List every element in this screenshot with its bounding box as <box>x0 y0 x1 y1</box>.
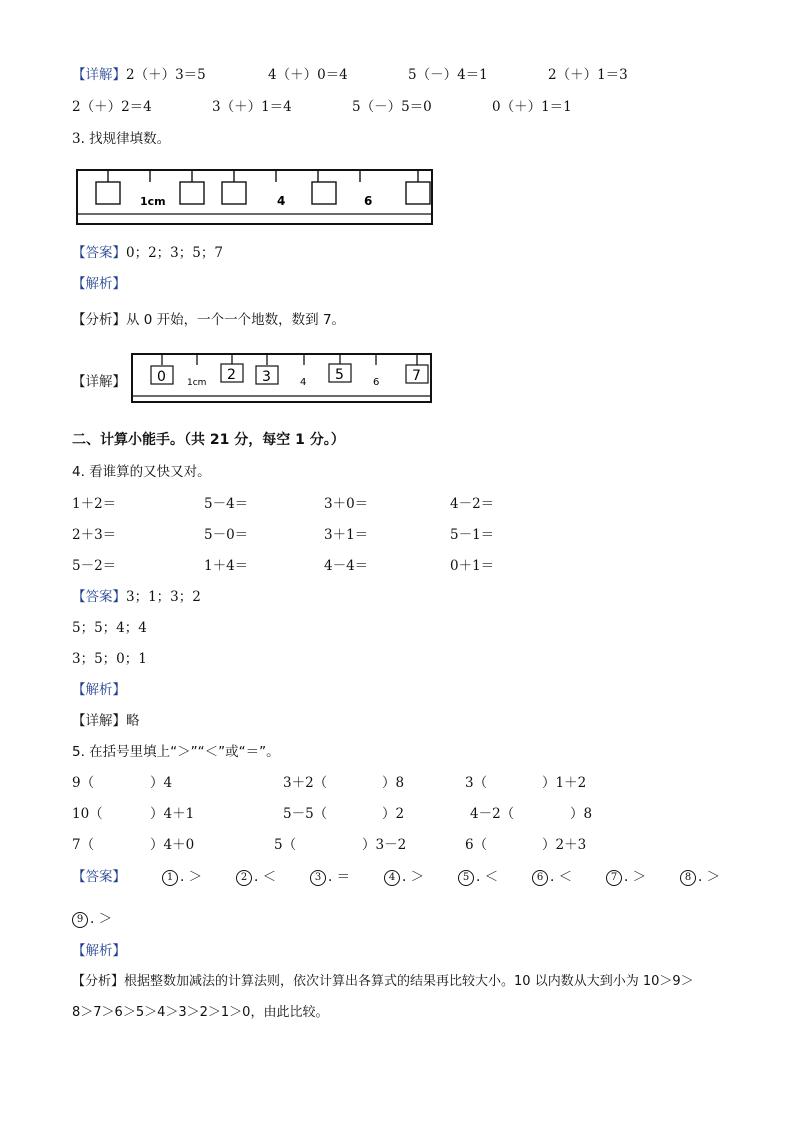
ruler-label: 6 <box>364 194 373 208</box>
q4-question: 4. 看谁算的又快又对。 <box>72 464 211 480</box>
filled-label: 0 <box>157 369 166 385</box>
q3-fenxi <box>72 310 345 330</box>
analysis-tag: 【解析】 <box>72 276 126 292</box>
q3-detail-tag <box>72 372 126 392</box>
equation: 2（＋）1＝3 <box>548 67 628 83</box>
comparison-right: ）2 <box>382 806 405 822</box>
answer-sign: ＜ <box>484 869 499 885</box>
comparison-right: ）1＋2 <box>542 775 587 791</box>
q5-fenxi-line2: 8＞7＞6＞5＞4＞3＞2＞1＞0，由此比较。 <box>72 1005 329 1020</box>
equation: 0（＋）1＝1 <box>492 99 572 115</box>
answer-item: 7 . ＞ <box>606 867 646 887</box>
ruler-frame <box>132 354 431 402</box>
equation: 4－2＝ <box>450 496 495 512</box>
comparison-right: ）4＋1 <box>150 806 195 822</box>
comparison-right: ）8 <box>570 806 593 822</box>
comparison-right: ）4 <box>150 775 173 791</box>
circled-number: 6 <box>532 870 548 886</box>
equation: 5－0＝ <box>204 527 249 543</box>
section-title: 二、计算小能手。（共 21 分，每空 1 分。） <box>72 432 345 448</box>
circled-number: 7 <box>606 870 622 886</box>
comparison-right: ）3－2 <box>362 837 407 853</box>
answer-box <box>312 182 336 204</box>
analysis-tag: 【解析】 <box>72 943 126 959</box>
q4-detail <box>72 711 140 731</box>
equation: 3＋0＝ <box>324 496 369 512</box>
comparison-left: 9（ <box>72 775 95 791</box>
filled-label: 7 <box>412 368 421 384</box>
answer-tag: 【答案】 <box>72 869 126 885</box>
equation: 5－4＝ <box>204 496 249 512</box>
answer-item: 8 . ＞ <box>680 867 720 887</box>
circled-number: 5 <box>458 870 474 886</box>
circled-number: 2 <box>236 870 252 886</box>
answer-line: 5；5；4；4 <box>72 620 147 636</box>
fenxi-tag: 【分析】 <box>72 312 126 328</box>
filled-label: 5 <box>335 367 344 383</box>
equation: 0＋1＝ <box>450 558 495 574</box>
equation: 4－4＝ <box>324 558 369 574</box>
comparison-right: ）2＋3 <box>542 837 587 853</box>
answer-item: 5 . ＜ <box>458 867 498 887</box>
answer-box <box>180 182 204 204</box>
comparison-left: 7（ <box>72 837 95 853</box>
q5-fenxi-line1 <box>72 972 694 992</box>
comparison-left: 6（ <box>465 837 488 853</box>
q4-analysis <box>72 680 126 700</box>
circled-number: 3 <box>310 870 326 886</box>
equation: 5－2＝ <box>72 558 117 574</box>
ruler-label: 1cm <box>140 195 166 208</box>
answer-item: 9 . ＞ <box>72 909 112 929</box>
q3-answer <box>72 243 223 263</box>
detail-tag: 【详解】 <box>72 67 126 83</box>
answer-line: 3；1；3；2 <box>126 589 201 605</box>
equation: 1＋2＝ <box>72 496 117 512</box>
answer-item: 1 . ＞ <box>162 867 202 887</box>
answer-sign: ＞ <box>706 869 721 885</box>
analysis-tag: 【解析】 <box>72 682 126 698</box>
circled-number: 9 <box>72 912 88 928</box>
equation: 5（－）5＝0 <box>352 99 432 115</box>
equation: 2（＋）3＝5 <box>126 67 206 83</box>
comparison-left: 5（ <box>274 837 297 853</box>
fenxi-text: 从 0 开始，一个一个地数，数到 7。 <box>126 312 346 328</box>
detail-tag: 【详解】 <box>72 374 126 390</box>
comparison-left: 10（ <box>72 806 103 822</box>
filled-label: 4 <box>300 377 307 388</box>
equation: 3（＋）1＝4 <box>212 99 292 115</box>
filled-label: 1cm <box>187 378 207 388</box>
answer-text: 0；2；3；5；7 <box>126 245 223 261</box>
equation: 5－1＝ <box>450 527 495 543</box>
answer-box <box>406 182 430 204</box>
q3-analysis-tag <box>72 274 126 294</box>
answer-sign: ＝ <box>336 869 351 885</box>
equation: 1＋4＝ <box>204 558 249 574</box>
answer-item: 4 . ＞ <box>384 867 424 887</box>
equation: 4（＋）0＝4 <box>268 67 348 83</box>
filled-ruler-figure <box>131 352 433 404</box>
comparison-left: 3＋2（ <box>283 775 328 791</box>
filled-label: 6 <box>373 377 380 388</box>
ruler-figure <box>76 166 434 226</box>
fenxi-tag: 【分析】 <box>72 974 125 989</box>
answer-sign: ＞ <box>188 869 203 885</box>
answer-sign: ＞ <box>98 911 113 927</box>
answer-tag: 【答案】 <box>72 245 126 261</box>
comparison-left: 4－2（ <box>470 806 515 822</box>
q5-question: 5. 在括号里填上“＞”“＜”或“＝”。 <box>72 744 280 760</box>
answer-line: 3；5；0；1 <box>72 651 147 667</box>
q5-analysis <box>72 941 126 961</box>
circled-number: 1 <box>162 870 178 886</box>
detail-tag: 【详解】 <box>72 713 126 729</box>
answer-sign: ＞ <box>632 869 647 885</box>
answer-item: 6 . ＜ <box>532 867 572 887</box>
comparison-right: ）8 <box>382 775 405 791</box>
ruler-label: 4 <box>277 194 286 208</box>
answer-item: 2 . ＜ <box>236 867 276 887</box>
equation: 5（－）4＝1 <box>408 67 488 83</box>
equation: 2（＋）2＝4 <box>72 99 152 115</box>
answer-tag: 【答案】 <box>72 589 126 605</box>
circled-number: 4 <box>384 870 400 886</box>
answer-item: 3 . ＝ <box>310 867 350 887</box>
equation: 2＋3＝ <box>72 527 117 543</box>
circled-number: 8 <box>680 870 696 886</box>
answer-box <box>222 182 246 204</box>
equation: 3＋1＝ <box>324 527 369 543</box>
ruler-frame <box>77 170 432 224</box>
answer-sign: ＜ <box>262 869 277 885</box>
comparison-left: 3（ <box>465 775 488 791</box>
answer-box <box>96 182 120 204</box>
q2-detail-line1 <box>72 65 206 85</box>
filled-label: 2 <box>227 367 236 383</box>
answer-sign: ＜ <box>558 869 573 885</box>
answer-sign: ＞ <box>410 869 425 885</box>
filled-label: 3 <box>262 369 271 385</box>
q3-question: 3. 找规律填数。 <box>72 131 171 147</box>
comparison-right: ）4＋0 <box>150 837 195 853</box>
comparison-left: 5－5（ <box>283 806 328 822</box>
q4-answer <box>72 587 201 607</box>
detail-text: 略 <box>126 713 140 729</box>
q5-answer-tag <box>72 867 126 887</box>
fenxi-text: 根据整数加减法的计算法则，依次计算出各算式的结果再比较大小。10 以内数从大到小为 10＞9＞ <box>124 974 694 989</box>
